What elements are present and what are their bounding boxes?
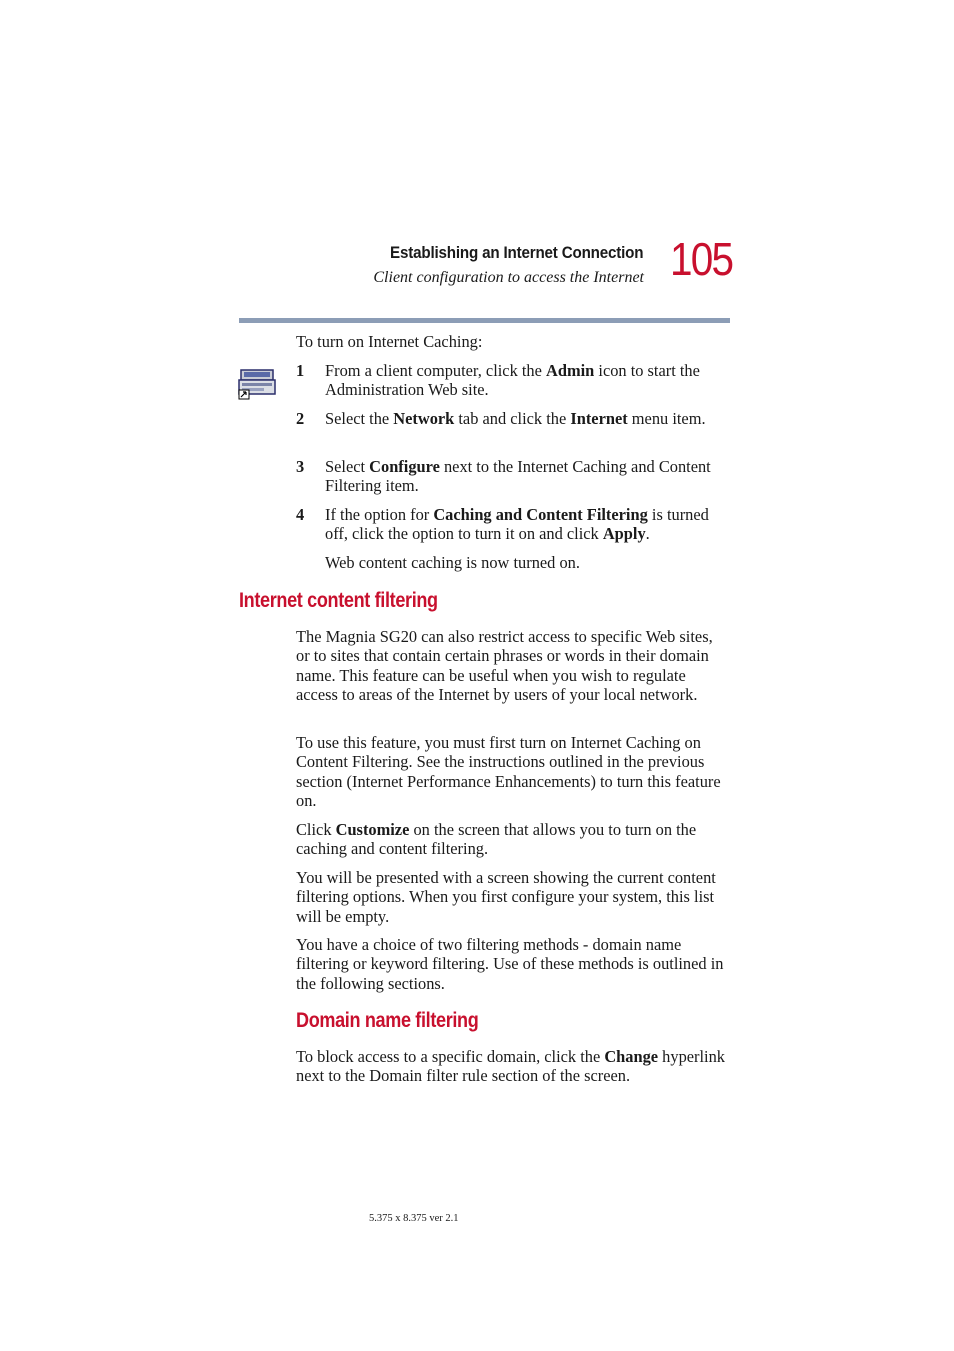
section-heading-content-filtering: Internet content filtering	[239, 589, 438, 612]
paragraph: To use this feature, you must first turn on Internet Caching on Content Filtering. See the instructions outlined in the previous section (Internet Performance Enhancements) to turn this feature on.	[296, 733, 721, 811]
paragraph: You will be presented with a screen showing the current content filtering options. When you first configure your system, this list will be empty.	[296, 868, 716, 926]
step-text: Select Configure next to the Internet Caching and Content Filtering item.	[325, 457, 711, 496]
intro-text: To turn on Internet Caching:	[296, 332, 483, 351]
step-number: 3	[296, 457, 305, 476]
step-text: If the option for Caching and Content Filtering is turned off, click the option to turn it on and click Apply.	[325, 505, 709, 544]
step-result: Web content caching is now turned on.	[325, 553, 580, 572]
step-number: 1	[296, 361, 305, 380]
footer-version: 5.375 x 8.375 ver 2.1	[369, 1213, 459, 1224]
admin-computer-icon	[238, 366, 276, 400]
step-text: Select the Network tab and click the Internet menu item.	[325, 409, 706, 428]
header-rule	[239, 318, 730, 323]
paragraph: You have a choice of two filtering methods - domain name filtering or keyword filtering. Use of these methods is outlined in the following sections.	[296, 935, 724, 993]
chapter-title: Establishing an Internet Connection	[389, 244, 643, 262]
step-text: From a client computer, click the Admin icon to start the Administration Web site.	[325, 361, 700, 400]
page-number: 105	[670, 233, 733, 285]
section-heading-domain-filtering: Domain name filtering	[296, 1009, 479, 1032]
paragraph: To block access to a specific domain, click the Change hyperlink next to the Domain filter rule section of the screen.	[296, 1047, 725, 1086]
section-subtitle: Client configuration to access the Internet	[373, 269, 644, 286]
paragraph: Click Customize on the screen that allows you to turn on the caching and content filtering.	[296, 820, 697, 859]
step-number: 2	[296, 409, 305, 428]
step-number: 4	[296, 505, 305, 524]
paragraph: The Magnia SG20 can also restrict access to specific Web sites, or to sites that contain certain phrases or words in their domain name. This feature can be useful when you wish to regulate access to areas of the Internet by users of your local network.	[296, 627, 713, 705]
